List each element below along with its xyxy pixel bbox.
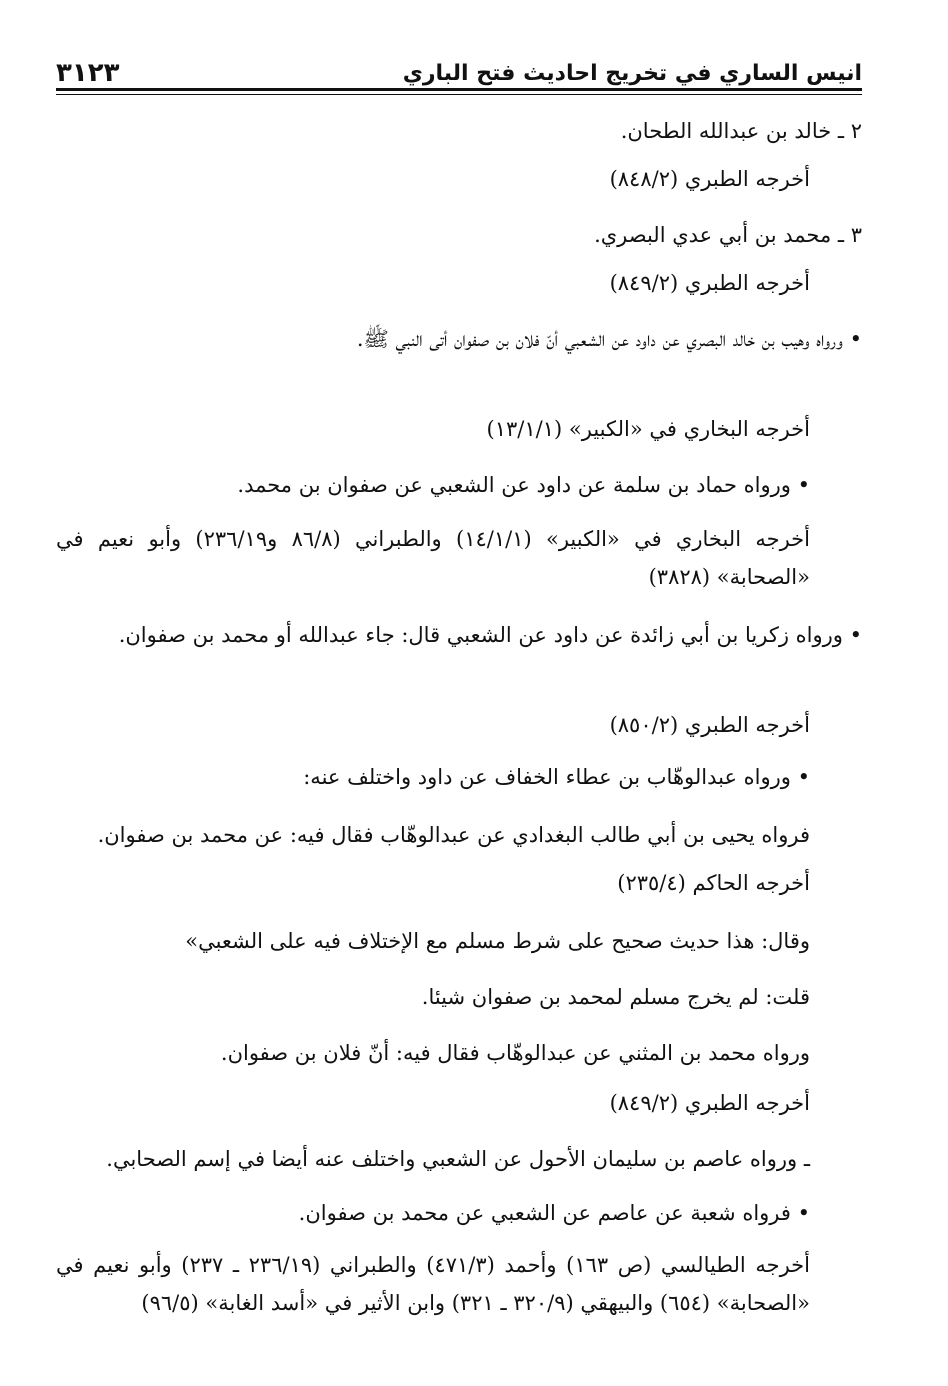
header-rule-thick <box>56 88 862 91</box>
citation-line: أخرجه الحاكم (٢٣٥/٤) <box>617 871 810 895</box>
page-number: ٣١٢٣ <box>56 58 120 88</box>
narration-line: ـ ورواه عاصم بن سليمان الأحول عن الشعبي واختلف عنه أيضا في إسم الصحابي. <box>106 1147 810 1171</box>
citation-paragraph: أخرجه البخاري في «الكبير» (١٤/١/١) والطبراني (٨٦/٨ و٢٣٦/١٩) وأبو نعيم في «الصحابة» (٣٨٢٨) <box>56 527 810 589</box>
page-header <box>56 48 862 88</box>
narration-line: • فرواه شعبة عن عاصم عن الشعبي عن محمد بن صفوان. <box>298 1201 810 1225</box>
list-item-3: ٣ ـ محمد بن أبي عدي البصري. <box>594 223 862 247</box>
citation-line: أخرجه الطبري (٨٥٠/٢) <box>609 713 810 737</box>
running-title: انيس الساري في تخريج احاديث فتح الباري <box>402 61 862 86</box>
list-item-2: ٢ ـ خالد بن عبدالله الطحان. <box>620 119 862 143</box>
narration-paragraph: • ورواه زكريا بن أبي زائدة عن داود عن الشعبي قال: جاء عبدالله أو محمد بن صفوان. <box>118 623 862 647</box>
citation-line: أخرجه الطبري (٨٤٩/٢) <box>609 1091 810 1115</box>
narration-line: • ورواه حماد بن سلمة عن داود عن الشعبي عن صفوان بن محمد. <box>237 473 810 497</box>
narration-line: • ورواه عبدالوهّاب بن عطاء الخفاف عن داود واختلف عنه: <box>303 765 810 789</box>
narration-paragraph: • ورواه وهيب بن خالد البصري عن داود عن الشعبي أنّ فلان بن صفوان أتى النبي ﷺ. <box>356 327 862 351</box>
narration-line: ورواه محمد بن المثني عن عبدالوهّاب فقال فيه: أنّ فلان بن صفوان. <box>220 1041 810 1065</box>
citation-paragraph: أخرجه الطيالسي (ص ١٦٣) وأحمد (٤٧١/٣) والطبراني (٢٣٦/١٩ ـ ٢٣٧) وأبو نعيم في «الصحابة» (٦٥٤) والبيهقي (٣٢٠/٩ ـ ٣٢١) وابن الأثير في «أسد الغابة» (٩٦/٥) <box>56 1253 810 1315</box>
quote-line: وقال: هذا حديث صحيح على شرط مسلم مع الإختلاف فيه على الشعبي» <box>185 929 810 953</box>
citation-line: أخرجه الطبري (٨٤٨/٢) <box>609 167 810 191</box>
narration-line: فرواه يحيى بن أبي طالب البغدادي عن عبدالوهّاب فقال فيه: عن محمد بن صفوان. <box>97 823 810 847</box>
citation-line: أخرجه الطبري (٨٤٩/٢) <box>609 271 810 295</box>
citation-line: أخرجه البخاري في «الكبير» (١٣/١/١) <box>486 417 810 441</box>
header-rule-thin <box>56 94 862 95</box>
note-line: قلت: لم يخرج مسلم لمحمد بن صفوان شيئا. <box>421 985 810 1009</box>
